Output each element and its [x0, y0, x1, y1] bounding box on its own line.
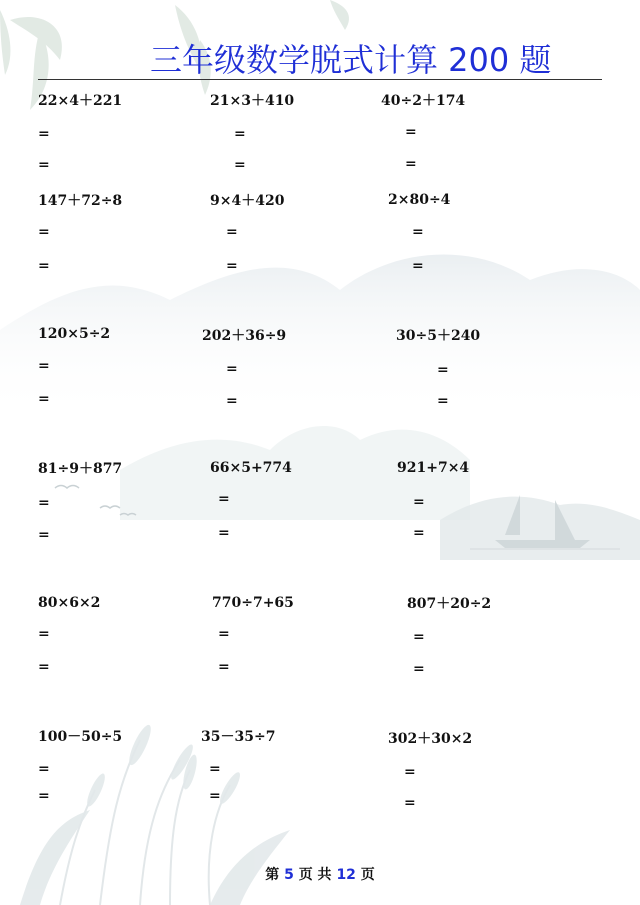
equals-line: = — [209, 761, 221, 777]
problem-expression: 30÷5＋240 — [396, 328, 481, 344]
equals-line: = — [404, 795, 416, 811]
equals-line: = — [405, 124, 417, 140]
equals-line: = — [413, 525, 425, 541]
problem-expression: 770÷7+65 — [212, 595, 294, 611]
equals-line: = — [38, 761, 50, 777]
equals-line: = — [38, 358, 50, 374]
problem-expression: 100－50÷5 — [38, 729, 123, 745]
problem-expression: 40÷2＋174 — [381, 93, 466, 109]
title-underline — [38, 79, 602, 80]
equals-line: = — [38, 258, 50, 274]
equals-line: = — [218, 491, 230, 507]
equals-line: = — [413, 629, 425, 645]
footer-prefix: 第 — [265, 867, 280, 883]
equals-line: = — [38, 495, 50, 511]
equals-line: = — [38, 224, 50, 240]
equals-line: = — [218, 525, 230, 541]
equals-line: = — [412, 224, 424, 240]
equals-line: = — [218, 659, 230, 675]
equals-line: = — [404, 764, 416, 780]
equals-line: = — [226, 361, 238, 377]
equals-line: = — [412, 258, 424, 274]
total-page-number: 12 — [336, 867, 356, 883]
problem-expression: 120×5÷2 — [38, 326, 111, 342]
page-footer — [0, 864, 640, 884]
equals-line: = — [234, 126, 246, 142]
equals-line: = — [234, 157, 246, 173]
equals-line: = — [226, 258, 238, 274]
equals-line: = — [413, 494, 425, 510]
equals-line: = — [413, 661, 425, 677]
problem-expression: 66×5+774 — [210, 460, 292, 476]
problem-expression: 2×80÷4 — [388, 192, 451, 208]
equals-line: = — [226, 393, 238, 409]
equals-line: = — [38, 788, 50, 804]
problem-expression: 21×3＋410 — [210, 93, 295, 109]
equals-line: = — [38, 659, 50, 675]
equals-line: = — [218, 626, 230, 642]
page-title: 三年级数学脱式计算 200 题 — [150, 41, 552, 79]
equals-line: = — [38, 126, 50, 142]
equals-line: = — [226, 224, 238, 240]
equals-line: = — [405, 156, 417, 172]
equals-line: = — [38, 157, 50, 173]
problem-expression: 302＋30×2 — [388, 731, 473, 747]
problem-expression: 22×4＋221 — [38, 93, 123, 109]
equals-line: = — [209, 788, 221, 804]
problem-expression: 35－35÷7 — [201, 729, 276, 745]
problem-expression: 921+7×4 — [397, 460, 470, 476]
equals-line: = — [437, 362, 449, 378]
footer-suffix: 页 — [360, 867, 375, 883]
equals-line: = — [38, 391, 50, 407]
equals-line: = — [437, 393, 449, 409]
footer-middle: 页 共 — [298, 867, 332, 883]
current-page-number: 5 — [284, 867, 294, 883]
problem-expression: 9×4＋420 — [210, 193, 285, 209]
problem-expression: 202＋36÷9 — [202, 328, 287, 344]
problem-expression: 80×6×2 — [38, 595, 101, 611]
problem-expression: 147＋72÷8 — [38, 193, 123, 209]
problem-expression: 81÷9＋877 — [38, 461, 123, 477]
equals-line: = — [38, 626, 50, 642]
equals-line: = — [38, 527, 50, 543]
problem-expression: 807＋20÷2 — [407, 596, 492, 612]
